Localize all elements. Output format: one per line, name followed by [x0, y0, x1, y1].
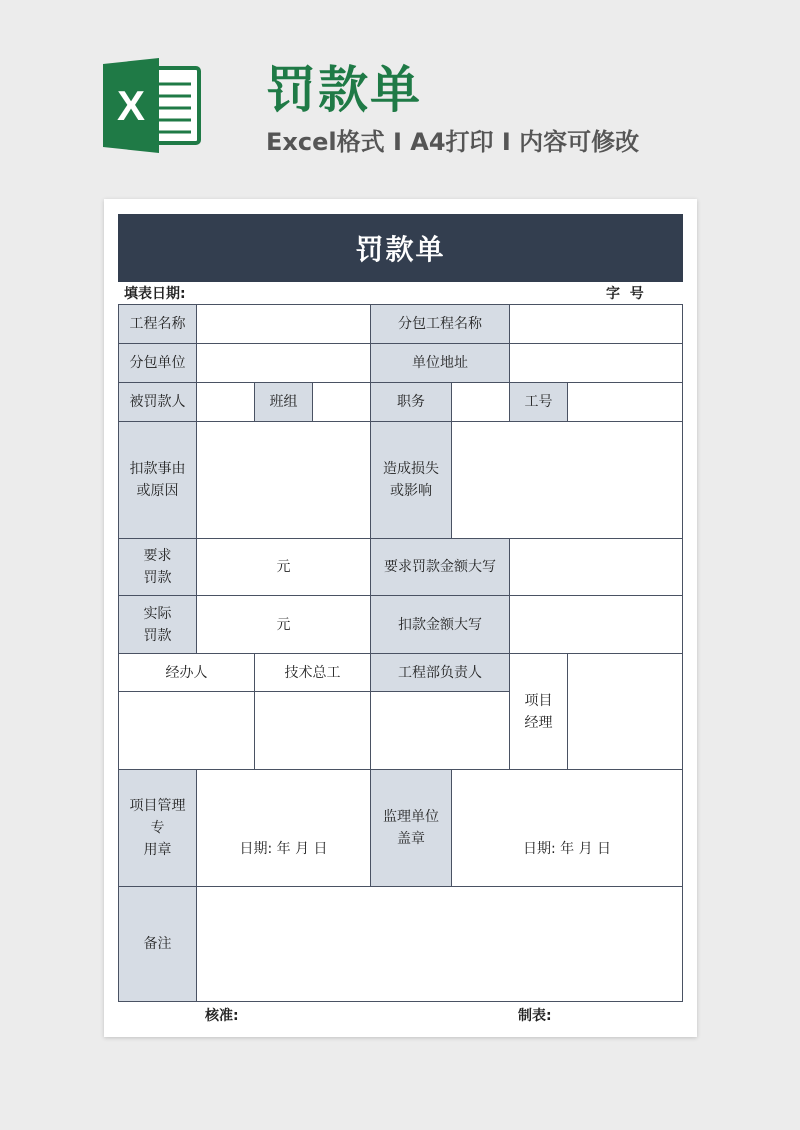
approve-label: 核准:: [205, 1008, 239, 1024]
sub-project-name-field[interactable]: [510, 305, 683, 344]
handler-sign-field[interactable]: [119, 692, 255, 770]
unit-address-field[interactable]: [510, 344, 683, 383]
job-no-label: 工号: [510, 383, 568, 422]
team-label: 班组: [255, 383, 313, 422]
project-seal-field[interactable]: [197, 770, 371, 887]
required-fine-field[interactable]: 元: [197, 539, 371, 596]
remarks-label: 备注: [119, 887, 197, 1002]
required-fine-label: 要求 罚款: [119, 539, 197, 596]
excel-logo-letter: X: [116, 82, 146, 129]
supervision-seal-label: 监理单位 盖章: [371, 770, 452, 887]
sub-unit-label: 分包单位: [119, 344, 197, 383]
reason-label: 扣款事由 或原因: [119, 422, 197, 539]
sub-project-name-label: 分包工程名称: [371, 305, 510, 344]
deduct-upper-field[interactable]: [510, 596, 683, 654]
fine-form-table: [118, 304, 683, 1002]
fined-person-label: 被罚款人: [119, 383, 197, 422]
deduct-upper-label: 扣款金额大写: [371, 596, 510, 654]
remarks-field[interactable]: [197, 887, 683, 1002]
team-field[interactable]: [313, 383, 371, 422]
fill-date-label: 填表日期:: [124, 286, 186, 302]
project-manager-sign-field[interactable]: [568, 654, 683, 770]
reason-field[interactable]: [197, 422, 371, 539]
number-label: 字 号: [606, 286, 644, 302]
tech-chief-label: 技术总工: [255, 654, 371, 692]
actual-fine-label: 实际 罚款: [119, 596, 197, 654]
page-subtitle: Excel格式 I A4打印 I 内容可修改: [266, 128, 640, 156]
supervision-seal-date: 日期: 年 月 日: [522, 841, 612, 857]
actual-fine-field[interactable]: 元: [197, 596, 371, 654]
form-banner-title: 罚款单: [118, 214, 683, 282]
project-manager-label: 项目 经理: [510, 654, 568, 770]
maker-label: 制表:: [518, 1008, 552, 1024]
excel-logo-icon: [103, 58, 201, 153]
project-seal-date: 日期: 年 月 日: [239, 841, 328, 857]
supervision-seal-field[interactable]: [452, 770, 683, 887]
damage-field[interactable]: [452, 422, 683, 539]
handler-label: 经办人: [119, 654, 255, 692]
page-title: 罚款单: [266, 61, 422, 119]
position-field[interactable]: [452, 383, 510, 422]
project-seal-label: 项目管理专 用章: [119, 770, 197, 887]
required-fine-upper-label: 要求罚款金额大写: [371, 539, 510, 596]
position-label: 职务: [371, 383, 452, 422]
project-name-label: 工程名称: [119, 305, 197, 344]
required-fine-upper-field[interactable]: [510, 539, 683, 596]
tech-chief-sign-field[interactable]: [255, 692, 371, 770]
job-no-field[interactable]: [568, 383, 683, 422]
sub-unit-field[interactable]: [197, 344, 371, 383]
unit-address-label: 单位地址: [371, 344, 510, 383]
project-name-field[interactable]: [197, 305, 371, 344]
damage-label: 造成损失 或影响: [371, 422, 452, 539]
eng-dept-head-sign-field[interactable]: [371, 692, 510, 770]
eng-dept-head-label: 工程部负责人: [371, 654, 510, 692]
fined-person-field[interactable]: [197, 383, 255, 422]
